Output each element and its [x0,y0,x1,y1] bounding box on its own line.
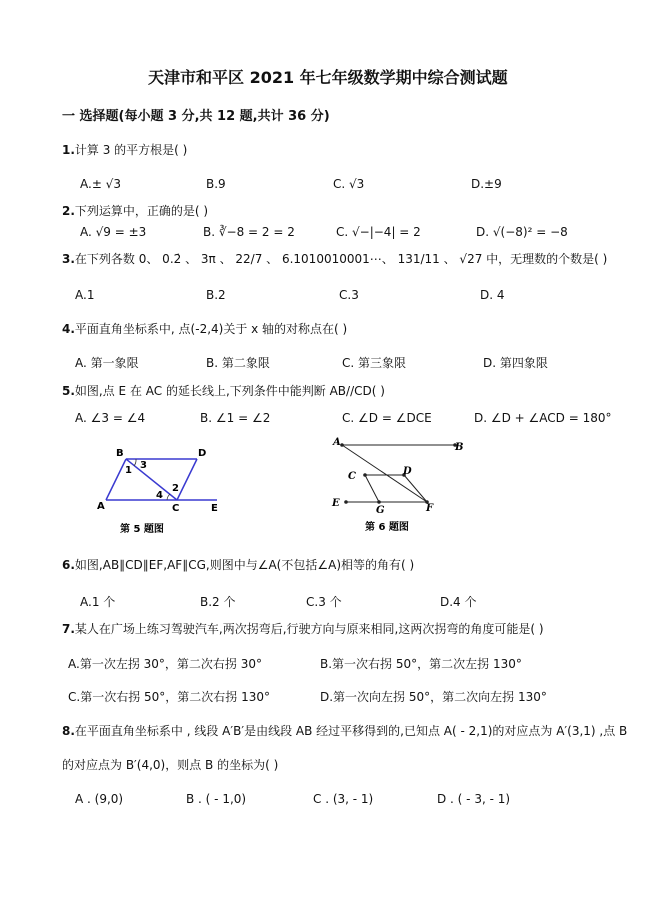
option-c: C.第一次右拐 50°，第二次右拐 130° [68,690,270,704]
question-3 [62,252,607,266]
option-a: A. ∠3 = ∠4 [75,411,146,425]
option-b: B.9 [206,177,226,191]
option-d: D. √(−8)² = −8 [476,225,568,239]
label-1: 1 [125,465,132,476]
point-e [344,500,348,504]
question-text: 计算 3 的平方根是( ) [74,143,188,157]
option-c: C. √3 [333,177,365,191]
label-d: D [198,448,207,459]
option-d: D.第一次向左拐 50°，第二次向左拐 130° [320,690,547,704]
option-d: D.±9 [471,177,502,191]
label-b: B [116,448,124,459]
line-cg [365,475,379,502]
question-number: 1. [62,143,75,157]
question-8 [62,724,627,738]
option-a: A. √9 = ±3 [80,225,147,239]
question-text: 下列运算中，正确的是( ) [74,204,209,218]
label-g: G [376,505,385,516]
question-2 [62,204,208,218]
label-4: 4 [156,490,163,501]
label-e: E [332,498,340,509]
option-a: A. 第一象限 [75,356,139,370]
option-b: B. ∠1 = ∠2 [200,411,271,425]
option-d: D.4 个 [440,595,477,609]
option-c: C. ∠D = ∠DCE [342,411,432,425]
label-f: F [426,503,434,514]
option-a: A.± √3 [80,177,121,191]
question-number: 8. [62,724,75,738]
option-a: A.第一次左拐 30°，第二次右拐 30° [68,657,262,671]
option-c: C.3 [339,288,359,302]
question-4 [62,322,347,336]
line-dc [177,459,197,500]
question-number: 3. [62,252,75,266]
page-title: 天津市和平区 2021 年七年级数学期中综合测试题 [148,68,508,87]
label-3: 3 [140,460,147,471]
point-c [363,473,367,477]
label-d: D [403,466,412,477]
label-2: 2 [172,483,179,494]
option-c: C . (3, - 1) [313,792,374,806]
label-c: C [172,503,180,514]
angle-3-arc [134,459,136,466]
question-number: 2. [62,204,75,218]
option-b: B . ( - 1,0) [186,792,247,806]
question-7 [62,622,544,636]
label-a: A [333,437,341,448]
question-text: 在平面直角坐标系中 , 线段 A′B′是由线段 AB 经过平移得到的,已知点 A( - 2,1)的对应点为 A′(3,1) ,点 B [74,724,628,738]
question-text: 平面直角坐标系中, 点(-2,4)关于 x 轴的对称点在( ) [74,322,348,336]
label-b: B [455,442,464,453]
question-6 [62,558,414,572]
option-c: C.3 个 [306,595,342,609]
label-c: C [348,471,356,482]
option-a: A.1 个 [80,595,116,609]
option-c: C. √−|−4| = 2 [336,225,421,239]
option-b: B.2 [206,288,226,302]
figure-6 [325,432,475,537]
option-d: D. 第四象限 [483,356,548,370]
question-text: 某人在广场上练习驾驶汽车,两次拐弯后,行驶方向与原来相同,这两次拐弯的角度可能是( ) [74,622,544,636]
option-d: D. ∠D + ∠ACD = 180° [474,411,612,425]
figure-caption: 第 6 题图 [365,522,409,533]
option-d: D. 4 [480,288,505,302]
option-a: A . (9,0) [75,792,124,806]
question-number: 4. [62,322,75,336]
line-bc [126,459,177,500]
angle-4-arc [167,494,170,500]
option-b: B.2 个 [200,595,236,609]
option-b: B. 第二象限 [206,356,270,370]
question-text: 在下列各数 0、 0.2̇ 、 3π 、 22/7 、 6.1010010001⋯、 131/11 、 √27 中，无理数的个数是( ) [74,252,608,266]
label-a: A [97,501,105,512]
question-text: 如图,AB∥CD∥EF,AF∥CG,则图中与∠A(不包括∠A)相等的角有( ) [74,558,415,572]
figure-caption: 第 5 题图 [120,524,164,535]
line-ab [106,459,126,500]
option-b: B.第一次右拐 50°，第二次左拐 130° [320,657,522,671]
point-g [377,500,381,504]
option-a: A.1 [75,288,95,302]
option-c: C. 第三象限 [342,356,407,370]
option-b: B. ∛−8 = 2 = 2 [203,225,295,239]
option-d: D . ( - 3, - 1) [437,792,511,806]
question-number: 5. [62,384,75,398]
label-e: E [211,503,218,514]
section-heading: 一 选择题(每小题 3 分,共 12 题,共计 36 分) [62,109,330,124]
question-number: 7. [62,622,75,636]
question-number: 6. [62,558,75,572]
question-5 [62,384,385,398]
question-text: 如图,点 E 在 AC 的延长线上,下列条件中能判断 AB//CD( ) [74,384,385,398]
figure-5 [90,440,230,535]
question-1 [62,143,187,157]
question-8-continued: 的对应点为 B′(4,0)，则点 B 的坐标为( ) [62,758,279,772]
